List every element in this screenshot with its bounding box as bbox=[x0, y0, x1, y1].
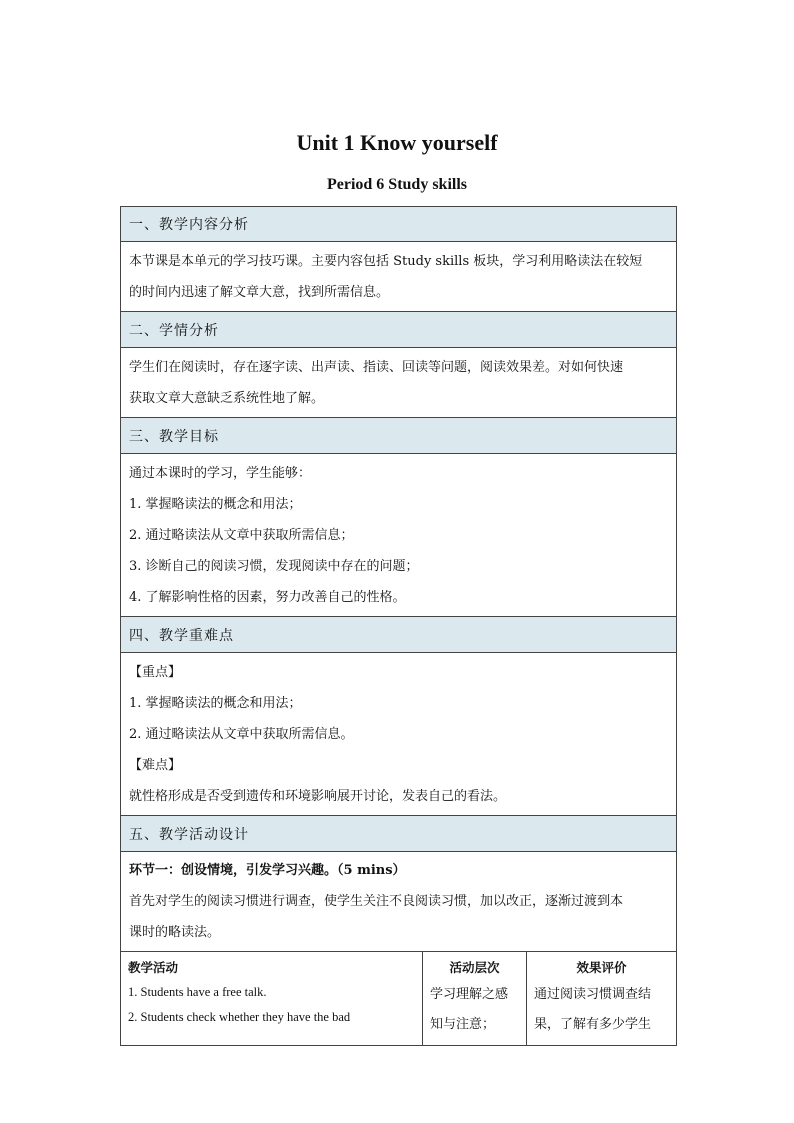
section-body-content-analysis bbox=[120, 242, 677, 312]
objective-item: 1. 掌握略读法的概念和用法； bbox=[129, 497, 302, 512]
section-body-key-points bbox=[120, 653, 677, 816]
lesson-plan-table bbox=[120, 206, 677, 1046]
activity-column bbox=[121, 952, 423, 1045]
document-title: Unit 1 Know yourself bbox=[296, 130, 498, 155]
activity-table bbox=[120, 952, 677, 1046]
evaluation-text: 通过阅读习惯调查结 bbox=[534, 987, 652, 1002]
text-line: 通过本课时的学习，学生能够： bbox=[129, 466, 312, 481]
section-heading-key-points: 四、教学重难点 bbox=[120, 617, 677, 653]
key-item: 2. 通过略读法从文章中获取所需信息。 bbox=[129, 727, 354, 742]
level-text: 学习理解之感 bbox=[430, 987, 509, 1002]
section-heading-objectives: 三、教学目标 bbox=[120, 418, 677, 454]
text-line: 首先对学生的阅读习惯进行调查，使学生关注不良阅读习惯，加以改正，逐渐过渡到本 bbox=[129, 894, 624, 909]
document-subtitle: Period 6 Study skills bbox=[326, 176, 468, 193]
section-heading-content-analysis: 一、教学内容分析 bbox=[120, 206, 677, 242]
section-body-learner-analysis bbox=[120, 348, 677, 418]
key-label: 【重点】 bbox=[129, 665, 182, 680]
step-title: 环节一：创设情境，引发学习兴趣。（5 mins） bbox=[129, 863, 406, 878]
text-line: 本节课是本单元的学习技巧课。主要内容包括 Study skills 板块，学习利用略读法在较短 bbox=[129, 254, 643, 269]
objective-item: 3. 诊断自己的阅读习惯，发现阅读中存在的问题； bbox=[129, 559, 419, 574]
activity-item: 2. Students check whether they have the bad bbox=[128, 1010, 351, 1024]
evaluation-column-header: 效果评价 bbox=[576, 960, 627, 975]
level-text: 知与注意； bbox=[430, 1017, 496, 1032]
section-body-activity-design bbox=[120, 852, 677, 952]
evaluation-text: 果，了解有多少学生 bbox=[534, 1017, 652, 1032]
text-line: 的时间内迅速了解文章大意，找到所需信息。 bbox=[129, 285, 390, 300]
activity-item: 1. Students have a free talk. bbox=[128, 985, 267, 999]
text-line: 课时的略读法。 bbox=[129, 925, 221, 940]
difficulty-text: 就性格形成是否受到遗传和环境影响展开讨论，发表自己的看法。 bbox=[129, 789, 507, 804]
section-body-objectives bbox=[120, 454, 677, 617]
difficulty-label: 【难点】 bbox=[129, 758, 182, 773]
text-line: 获取文章大意缺乏系统性地了解。 bbox=[129, 391, 325, 406]
section-heading-activity-design: 五、教学活动设计 bbox=[120, 816, 677, 852]
key-item: 1. 掌握略读法的概念和用法； bbox=[129, 696, 302, 711]
objective-item: 4. 了解影响性格的因素，努力改善自己的性格。 bbox=[129, 590, 406, 605]
level-column-header: 活动层次 bbox=[449, 960, 500, 975]
text-line: 学生们在阅读时，存在逐字读、出声读、指读、回读等问题，阅读效果差。对如何快速 bbox=[129, 360, 624, 375]
activity-column-header: 教学活动 bbox=[128, 960, 179, 975]
level-column bbox=[423, 952, 527, 1045]
evaluation-column bbox=[527, 952, 676, 1045]
objective-item: 2. 通过略读法从文章中获取所需信息； bbox=[129, 528, 354, 543]
section-heading-learner-analysis: 二、学情分析 bbox=[120, 312, 677, 348]
